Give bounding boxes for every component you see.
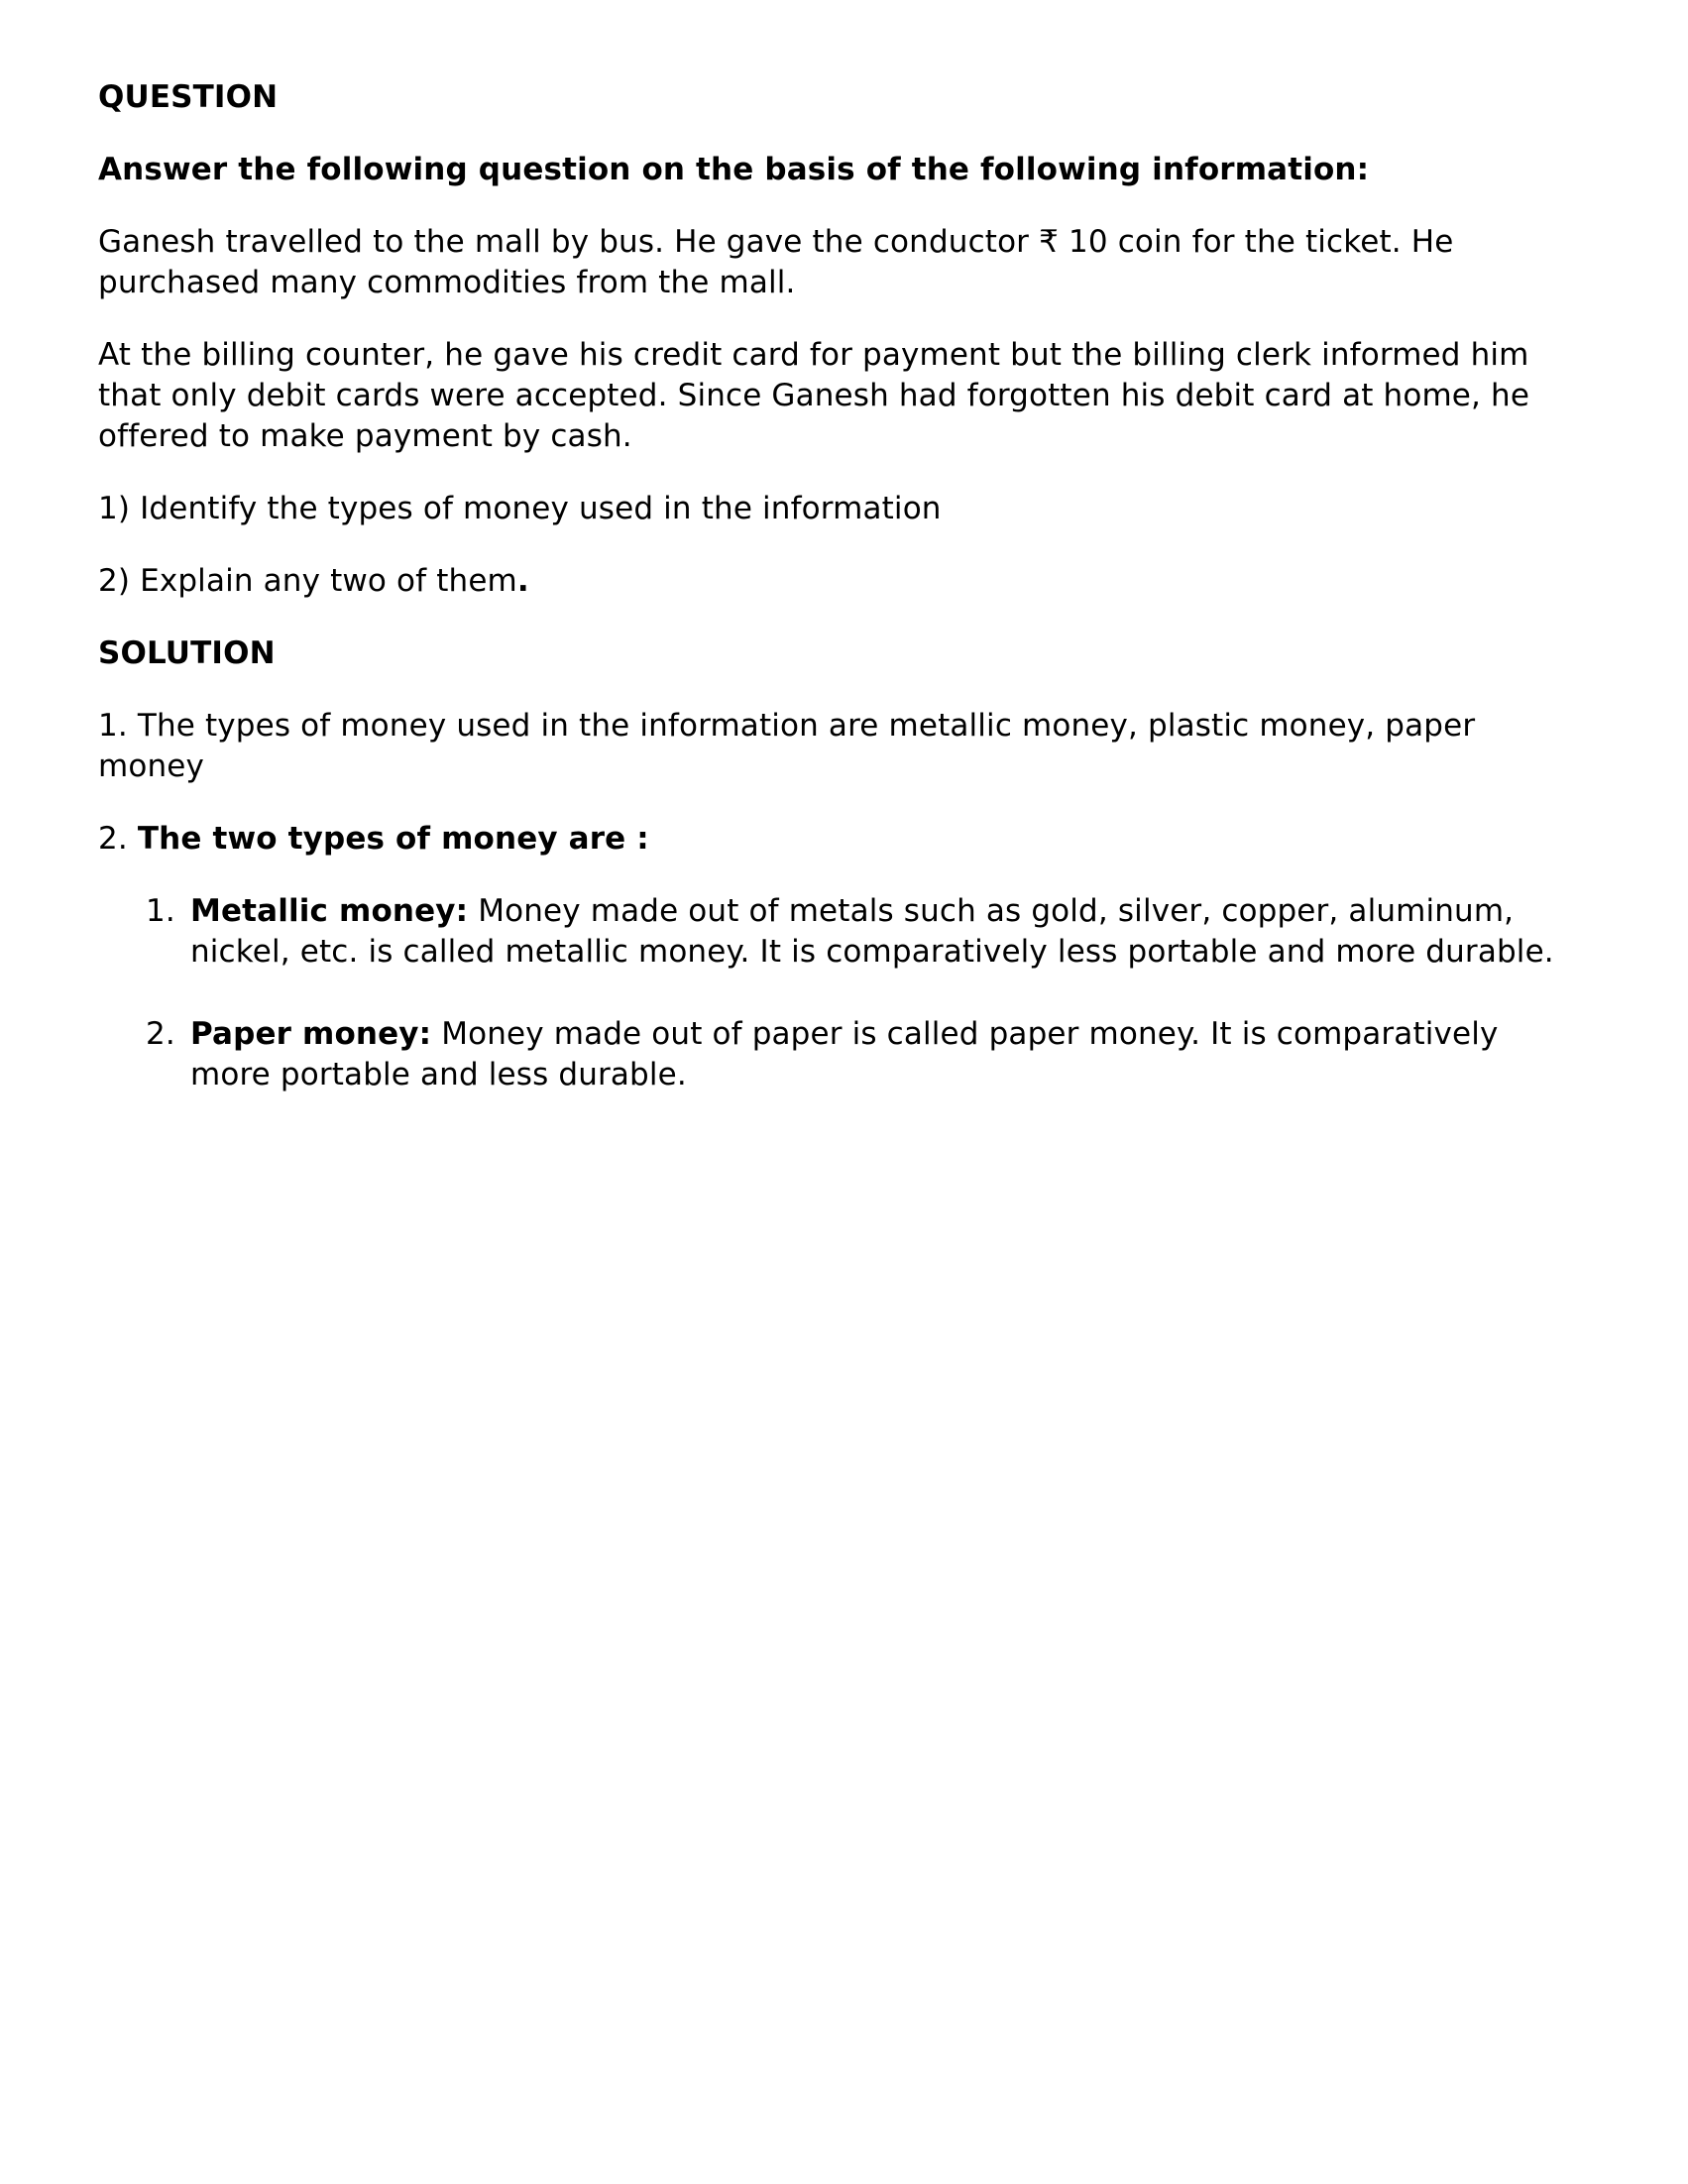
info-paragraph-2: At the billing counter, he gave his credit card for payment but the billing clerk informed him that only debit cards were accepted. Since Ganesh had forgotten his debit card at home, he offered to make payment by cash. <box>98 337 1530 454</box>
solution-answer-1: 1. The types of money used in the information are metallic money, plastic money, paper money <box>98 708 1476 784</box>
list-item-term: Paper money: <box>190 1016 432 1052</box>
list-item-number: 2. <box>146 1016 175 1052</box>
question-heading: QUESTION <box>98 79 279 115</box>
solution-heading: SOLUTION <box>98 635 276 671</box>
question-part-2-text: 2) Explain any two of them <box>98 563 517 599</box>
document-page <box>98 77 1585 1137</box>
list-item-term: Metallic money: <box>190 893 469 929</box>
question-part-2 <box>98 561 1585 602</box>
list-item <box>98 1014 1585 1095</box>
answer-2-title: The two types of money are : <box>137 821 649 857</box>
question-part-1: 1) Identify the types of money used in the information <box>98 491 942 526</box>
money-types-list <box>98 891 1585 1095</box>
list-item-description: Money made out of metals such as gold, silver, copper, aluminum, nickel, etc. is called metallic money. It is comparatively less portable and more durable. <box>190 893 1554 970</box>
question-instruction: Answer the following question on the basis of the following information: <box>98 152 1370 187</box>
question-part-2-period: . <box>516 563 529 599</box>
list-item-description: Money made out of paper is called paper money. It is comparatively more portable and less durable. <box>190 1016 1499 1092</box>
list-item <box>98 891 1585 973</box>
answer-2-number: 2. <box>98 821 138 857</box>
info-paragraph-1: Ganesh travelled to the mall by bus. He gave the conductor ₹ 10 coin for the ticket. He purchased many commodities from the mall. <box>98 224 1454 300</box>
solution-answer-2 <box>98 819 1585 860</box>
list-item-number: 1. <box>146 893 175 929</box>
